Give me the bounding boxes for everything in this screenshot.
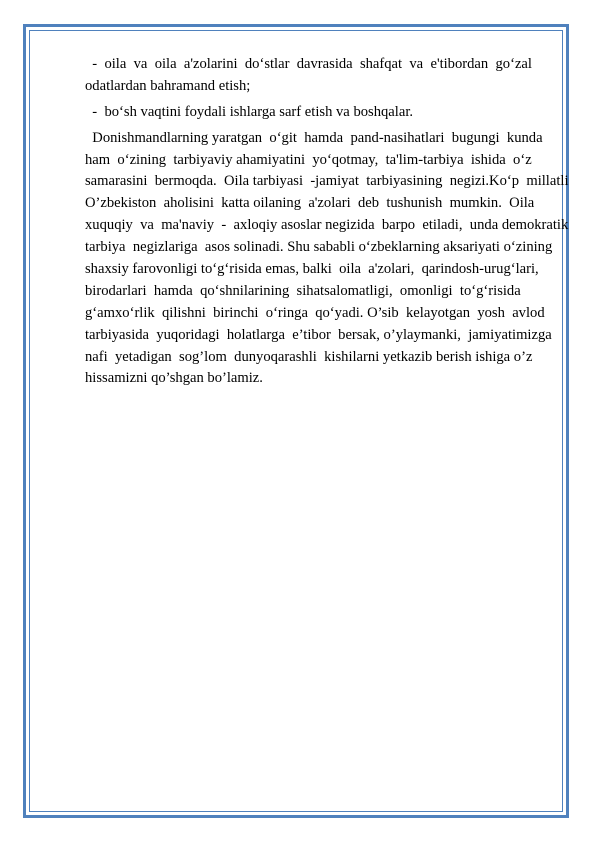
paragraph-line: birodarlari hamda qo‘shnilarining sihatsalomatligi, omonligi to‘g‘risida bbox=[85, 282, 521, 299]
document-body bbox=[85, 54, 569, 390]
paragraph-line: hissamizni qo’shgan bo’lamiz. bbox=[85, 370, 263, 387]
paragraph-line: Donishmandlarning yaratgan o‘git hamda pand-nasihatlari bugungi kunda bbox=[85, 129, 543, 146]
paragraph-line: O’zbekiston aholisini katta oilaning a'zolari deb tushunish mumkin. Oila bbox=[85, 195, 535, 212]
list-item-1-line-2: odatlardan bahramand etish; bbox=[85, 77, 251, 94]
paragraph-line: shaxsiy farovonligi to‘g‘risida emas, balki oila a'zolari, qarindosh-urug‘lari, bbox=[85, 261, 539, 278]
paragraph-line: samarasini bermoqda. Oila tarbiyasi -jamiyat tarbiyasining negizi.Ko‘p millatli bbox=[85, 173, 569, 190]
paragraph-line: xuquqiy va ma'naviy - axloqiy asoslar negizida barpo etiladi, unda demokratik bbox=[85, 217, 569, 234]
list-item-2: - bo‘sh vaqtini foydali ishlarga sarf etish va boshqalar. bbox=[85, 103, 414, 120]
paragraph-line: nafi yetadigan sog’lom dunyoqarashli kishilarni yetkazib berish ishiga o’z bbox=[85, 348, 533, 365]
paragraph-line: g‘amxo‘rlik qilishni birinchi o‘ringa qo‘yadi. O’sib kelayotgan yosh avlod bbox=[85, 304, 545, 321]
paragraph-line: tarbiya negizlariga asos solinadi. Shu sababli o‘zbeklarning aksariyati o‘zining bbox=[85, 239, 553, 256]
paragraph-line: ham o‘zining tarbiyaviy ahamiyatini yo‘qotmay, ta'lim-tarbiya ishida o‘z bbox=[85, 151, 532, 168]
list-item-1-line-1: - oila va oila a'zolarini do‘stlar davrasida shafqat va e'tibordan go‘zal bbox=[85, 56, 532, 72]
paragraph-line: tarbiyasida yuqoridagi holatlarga e’tibor bersak, o’ylaymanki, jamiyatimizga bbox=[85, 326, 552, 343]
